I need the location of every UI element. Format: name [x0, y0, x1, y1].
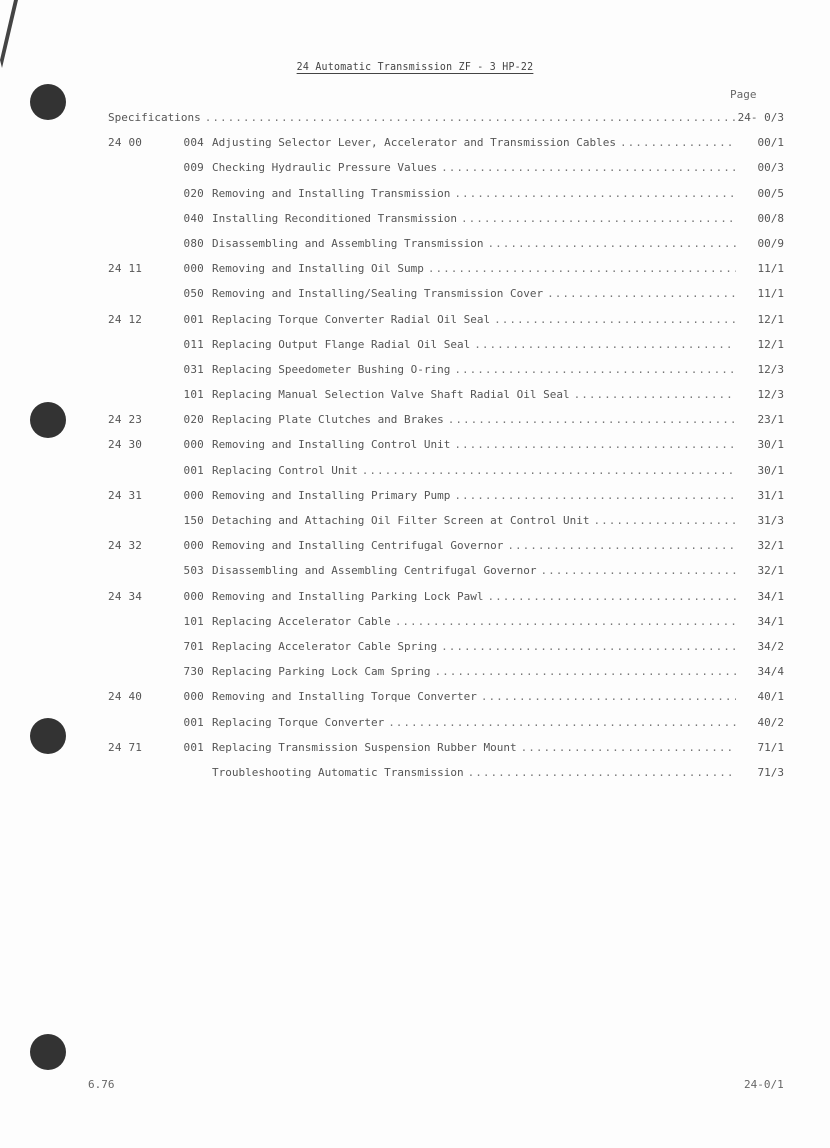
- dot-leader: [450, 437, 736, 453]
- toc-row: [108, 110, 784, 135]
- dot-leader: [457, 211, 736, 227]
- toc-entry-title: Replacing Accelerator Cable: [212, 614, 391, 628]
- toc-row: [108, 614, 784, 639]
- table-of-contents: [108, 110, 784, 790]
- toc-page-ref: 23/1: [757, 413, 784, 427]
- toc-page-ref: 71/3: [757, 765, 784, 779]
- toc-page-ref: 11/1: [757, 287, 784, 301]
- toc-sub-code: 701: [183, 639, 204, 653]
- toc-row: [108, 211, 784, 236]
- toc-page-ref: 00/1: [757, 136, 784, 150]
- toc-row: [108, 740, 784, 765]
- toc-row: [108, 589, 784, 614]
- toc-group-code: 24 12: [108, 312, 143, 326]
- toc-row: [108, 135, 784, 160]
- dot-leader: [470, 337, 736, 353]
- toc-sub-code: 000: [183, 690, 204, 704]
- toc-row: [108, 412, 784, 437]
- toc-entry-title: Replacing Transmission Suspension Rubber Mount: [212, 740, 517, 754]
- toc-entry-title: Replacing Parking Lock Cam Spring: [212, 665, 431, 679]
- toc-sub-code: 101: [183, 388, 204, 402]
- toc-group-code: 24 11: [108, 262, 143, 276]
- dot-leader: [450, 186, 736, 202]
- dot-leader: [616, 135, 736, 151]
- toc-row: [108, 236, 784, 261]
- toc-page-ref: 30/1: [757, 438, 784, 452]
- toc-row: [108, 160, 784, 185]
- toc-group-code: 24 31: [108, 488, 143, 502]
- toc-entry-title: Removing and Installing Torque Converter: [212, 690, 477, 704]
- toc-page-ref: 12/3: [757, 362, 784, 376]
- dot-leader: [517, 740, 736, 756]
- toc-page-ref: 71/1: [757, 740, 784, 754]
- toc-row: [108, 437, 784, 462]
- toc-page-ref: 11/1: [757, 262, 784, 276]
- toc-page-ref: 12/1: [757, 337, 784, 351]
- dot-leader: [450, 362, 736, 378]
- toc-sub-code: 001: [183, 312, 204, 326]
- toc-page-ref: 31/1: [757, 488, 784, 502]
- toc-entry-title: Adjusting Selector Lever, Accelerator and Transmission Cables: [212, 136, 616, 150]
- toc-entry-title: Disassembling and Assembling Centrifugal Governor: [212, 564, 537, 578]
- toc-entry-title: Removing and Installing Parking Lock Pawl: [212, 589, 484, 603]
- toc-entry-title: Installing Reconditioned Transmission: [212, 211, 458, 225]
- toc-row: [108, 689, 784, 714]
- toc-page-ref: 34/4: [757, 665, 784, 679]
- toc-page-ref: 00/8: [757, 211, 784, 225]
- toc-page-ref: 34/1: [757, 589, 784, 603]
- toc-sub-code: 000: [183, 589, 204, 603]
- toc-sub-code: 001: [183, 740, 204, 754]
- toc-group-code: 24 32: [108, 539, 143, 553]
- toc-sub-code: 001: [183, 715, 204, 729]
- toc-entry-title: Removing and Installing Primary Pump: [212, 488, 451, 502]
- page-column-header: Page: [730, 88, 757, 101]
- toc-entry-title: Checking Hydraulic Pressure Values: [212, 161, 438, 175]
- toc-row: [108, 715, 784, 740]
- toc-entry-title: Specifications: [108, 111, 201, 124]
- toc-sub-code: 004: [183, 136, 204, 150]
- dot-leader: [437, 639, 736, 655]
- dot-leader: [391, 614, 736, 630]
- dot-leader: [424, 261, 736, 277]
- toc-entry-title: Disassembling and Assembling Transmission: [212, 236, 484, 250]
- toc-group-code: 24 30: [108, 438, 143, 452]
- toc-page-ref: 31/3: [757, 514, 784, 527]
- toc-group-code: 24 23: [108, 413, 143, 427]
- dot-leader: [490, 312, 736, 328]
- toc-sub-code: 730: [183, 665, 204, 679]
- toc-page-ref: 00/3: [757, 161, 784, 175]
- toc-row: [108, 312, 784, 337]
- toc-entry-title: Replacing Output Flange Radial Oil Seal: [212, 337, 471, 351]
- toc-entry-title: Troubleshooting Automatic Transmission: [212, 765, 464, 779]
- dot-leader: [358, 463, 736, 479]
- toc-entry-title: Removing and Installing Transmission: [212, 186, 451, 200]
- toc-entry-title: Replacing Plate Clutches and Brakes: [212, 413, 444, 427]
- toc-entry-title: Replacing Accelerator Cable Spring: [212, 639, 438, 653]
- toc-row: [108, 286, 784, 311]
- page-title: 24 Automatic Transmission ZF - 3 HP-22: [296, 60, 534, 73]
- toc-page-ref: 00/9: [757, 236, 784, 250]
- toc-group-code: 24 00: [108, 136, 143, 150]
- punch-hole-4: [30, 1034, 66, 1070]
- punch-hole-3: [30, 718, 66, 754]
- punch-hole-2: [30, 402, 66, 438]
- toc-sub-code: 000: [183, 488, 204, 502]
- toc-entry-title: Replacing Control Unit: [212, 463, 358, 477]
- dot-leader: [201, 110, 736, 126]
- toc-sub-code: 101: [183, 614, 204, 628]
- toc-page-ref: 12/1: [757, 312, 784, 326]
- toc-page-ref: 40/1: [757, 690, 784, 704]
- toc-page-ref: 34/2: [757, 639, 784, 653]
- toc-row: [108, 639, 784, 664]
- toc-row: [108, 563, 784, 588]
- toc-sub-code: 040: [183, 211, 204, 225]
- dot-leader: [537, 563, 736, 579]
- toc-row: [108, 513, 784, 538]
- toc-row: [108, 538, 784, 563]
- toc-page-ref: 12/3: [757, 388, 784, 402]
- toc-sub-code: 001: [183, 463, 204, 477]
- punch-hole-1: [30, 84, 66, 120]
- dot-leader: [450, 488, 736, 504]
- toc-sub-code: 503: [183, 564, 204, 578]
- toc-row: [108, 765, 784, 790]
- toc-page-ref: 32/1: [757, 564, 784, 578]
- toc-sub-code: 080: [183, 236, 204, 250]
- toc-row: [108, 463, 784, 488]
- toc-row: [108, 337, 784, 362]
- toc-entry-title: Replacing Manual Selection Valve Shaft Radial Oil Seal: [212, 388, 570, 402]
- toc-entry-title: Removing and Installing Oil Sump: [212, 262, 424, 276]
- toc-sub-code: 000: [183, 539, 204, 553]
- toc-sub-code: 011: [183, 337, 204, 351]
- toc-row: [108, 387, 784, 412]
- dot-leader: [444, 412, 736, 428]
- footer-page-number: 24-0/1: [744, 1078, 784, 1091]
- toc-entry-title: Replacing Torque Converter Radial Oil Seal: [212, 312, 491, 326]
- toc-group-code: 24 34: [108, 589, 143, 603]
- toc-sub-code: 031: [183, 362, 204, 376]
- toc-page-ref: 30/1: [757, 463, 784, 477]
- dot-leader: [590, 513, 737, 529]
- toc-group-code: 24 40: [108, 690, 143, 704]
- toc-row: [108, 261, 784, 286]
- dot-leader: [477, 689, 736, 705]
- toc-row: [108, 362, 784, 387]
- toc-row: [108, 186, 784, 211]
- toc-page-ref: 00/5: [757, 186, 784, 200]
- dot-leader: [464, 765, 736, 781]
- toc-sub-code: 020: [183, 413, 204, 427]
- toc-page-ref: 40/2: [757, 715, 784, 729]
- dot-leader: [431, 664, 736, 680]
- toc-sub-code: 020: [183, 186, 204, 200]
- dot-leader: [484, 236, 736, 252]
- toc-entry-title: Replacing Torque Converter: [212, 715, 385, 729]
- toc-entry-title: Removing and Installing/Sealing Transmission Cover: [212, 287, 544, 301]
- toc-row: [108, 664, 784, 689]
- dot-leader: [570, 387, 736, 403]
- dot-leader: [503, 538, 736, 554]
- toc-page-ref: 32/1: [757, 539, 784, 553]
- dot-leader: [384, 715, 736, 731]
- toc-sub-code: 000: [183, 262, 204, 276]
- toc-sub-code: 050: [183, 287, 204, 301]
- dot-leader: [484, 589, 736, 605]
- dot-leader: [543, 286, 736, 302]
- toc-row: [108, 488, 784, 513]
- toc-sub-code: 150: [183, 514, 204, 527]
- footer-date: 6.76: [88, 1078, 115, 1091]
- toc-entry-title: Detaching and Attaching Oil Filter Screen at Control Unit: [212, 514, 590, 527]
- toc-group-code: 24 71: [108, 740, 143, 754]
- toc-entry-title: Removing and Installing Centrifugal Governor: [212, 539, 504, 553]
- toc-entry-title: Removing and Installing Control Unit: [212, 438, 451, 452]
- toc-page-ref: 34/1: [757, 614, 784, 628]
- toc-page-ref: 24- 0/3: [737, 111, 784, 124]
- toc-entry-title: Replacing Speedometer Bushing O-ring: [212, 362, 451, 376]
- dot-leader: [437, 160, 736, 176]
- toc-sub-code: 000: [183, 438, 204, 452]
- toc-sub-code: 009: [183, 161, 204, 175]
